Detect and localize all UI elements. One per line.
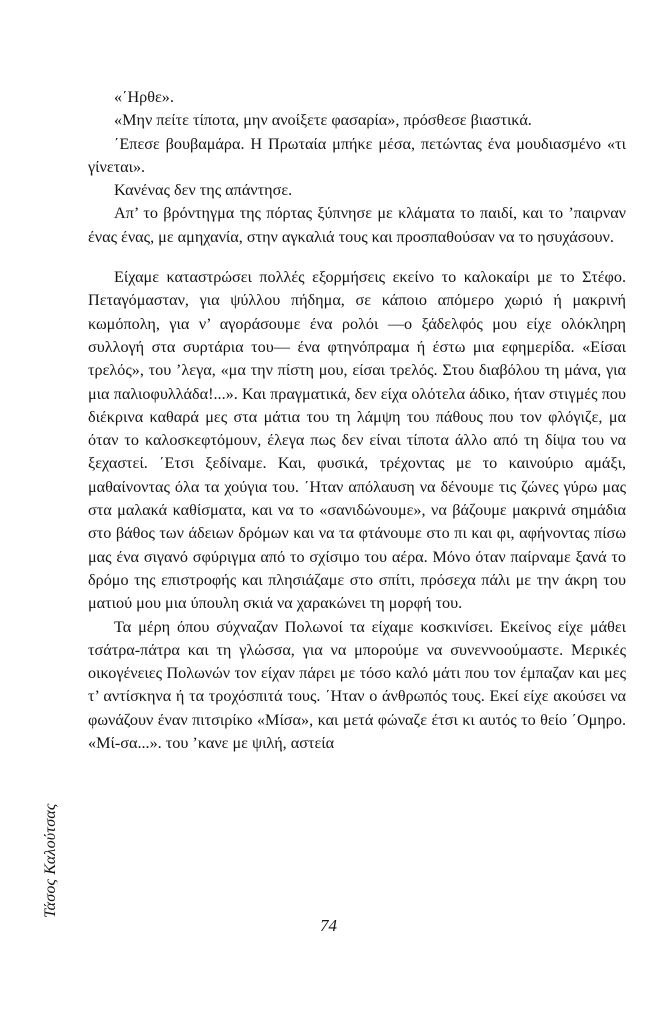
paragraph-7: Τα μέρη όπου σύχναζαν Πολωνοί τα είχαμε κοσκινίσει. Εκείνος είχε μάθει τσάτρα-πάτρα και τη γλώσσα, για να μπορούμε να συνεννοούμαστε. Μερικές οικογένειες Πολωνών τον είχαν πάρει με τόσο καλό μάτι που τον έμπαζαν και μες τ’ αντίσκηνα ή τα τροχόσπιτά τους. ΄Ηταν ο άνθρωπός τους. Εκεί είχε ακούσει να φωνάζουν έναν πιτσιρίκο «Μίσα», και μετά φώναζε έτσι κι αυτός το θείο ΄Ομηρο. «Μί-σα...». του ’κανε με ψιλή, αστεία [88,617,626,753]
paragraph-3: ΄Επεσε βουβαμάρα. Η Πρωταία μπήκε μέσα, πετώντας ένα μουδιασμένο «τι γίνεται». [88,134,626,176]
paragraph-1: «΄Ηρθε». [114,88,174,106]
paragraph-6: Είχαμε καταστρώσει πολλές εξορμήσεις εκείνο το καλοκαίρι με το Στέφο. Πεταγόμασταν, για ψύλλου πήδημα, σε κάποιο απόμερο χωριό ή μακρινή κωμόπολη, για ν’ αγοράσουμε ένα ρολόι —ο ξάδελφός μου είχε ολόκληρη συλλογή στα συρτάρια του— ένα φτηνόπραμα ή έστω μια εφημερίδα. «Είσαι τρελός», του ’λεγα, «μα την πίστη μου, είσαι τρελός. Στου διαβόλου τη μάνα, για μια παλιοφυλλάδα!...». Και πραγματικά, δεν είχα ολότελα άδικο, ήταν στιγμές που διέκρινα καθαρά μες στα μάτια του τη λάμψη του πάθους που τον φλόγιζε, μα όταν το καλοσκεφτόμουν, έλεγα πως δεν είναι τίποτα άλλο από τη δίψα του να ξεχαστεί. ΄Ετσι ξεδίναμε. Και, φυσικά, τρέχοντας με το καινούριο αμάξι, μαθαίνοντας όλα τα χούγια του. ΄Ηταν απόλαυση να δένουμε τις ζώνες γύρω μας στα μαλακά καθίσματα, και να το «σανιδώνουμε», να βάζουμε μακρινά σημάδια στο βάθος των άδειων δρόμων και να τα φτάνουμε στο πι και φι, αφήνοντας πίσω μας ένα σιγανό σφύριγμα από το σχίσιμο του αέρα. Μόνο όταν παίρναμε ξανά το δρόμο της επιστροφής και πλησιάζαμε στο σπίτι, πρόσεχα πάλι με την άκρη του ματιού μου μια ύπουλη σκιά να χαρακώνει τη μορφή του. [88,268,626,613]
paragraph-2: «Μην πείτε τίποτα, μην ανοίξετε φασαρία», πρόσθεσε βιαστικά. [114,111,532,130]
body-text [88,86,626,755]
page-number: 74 [320,916,337,935]
running-head-author: Τάσος Καλούτσας [42,803,59,918]
paragraph-4: Κανένας δεν της απάντησε. [114,181,293,200]
paragraph-5: Απ’ το βρόντηγμα της πόρτας ξύπνησε με κλάματα το παιδί, και το ’παιρναν ένας ένας, με αμηχανία, στην αγκαλιά τους και προσπαθούσαν να το ησυχάσουν. [88,204,626,246]
